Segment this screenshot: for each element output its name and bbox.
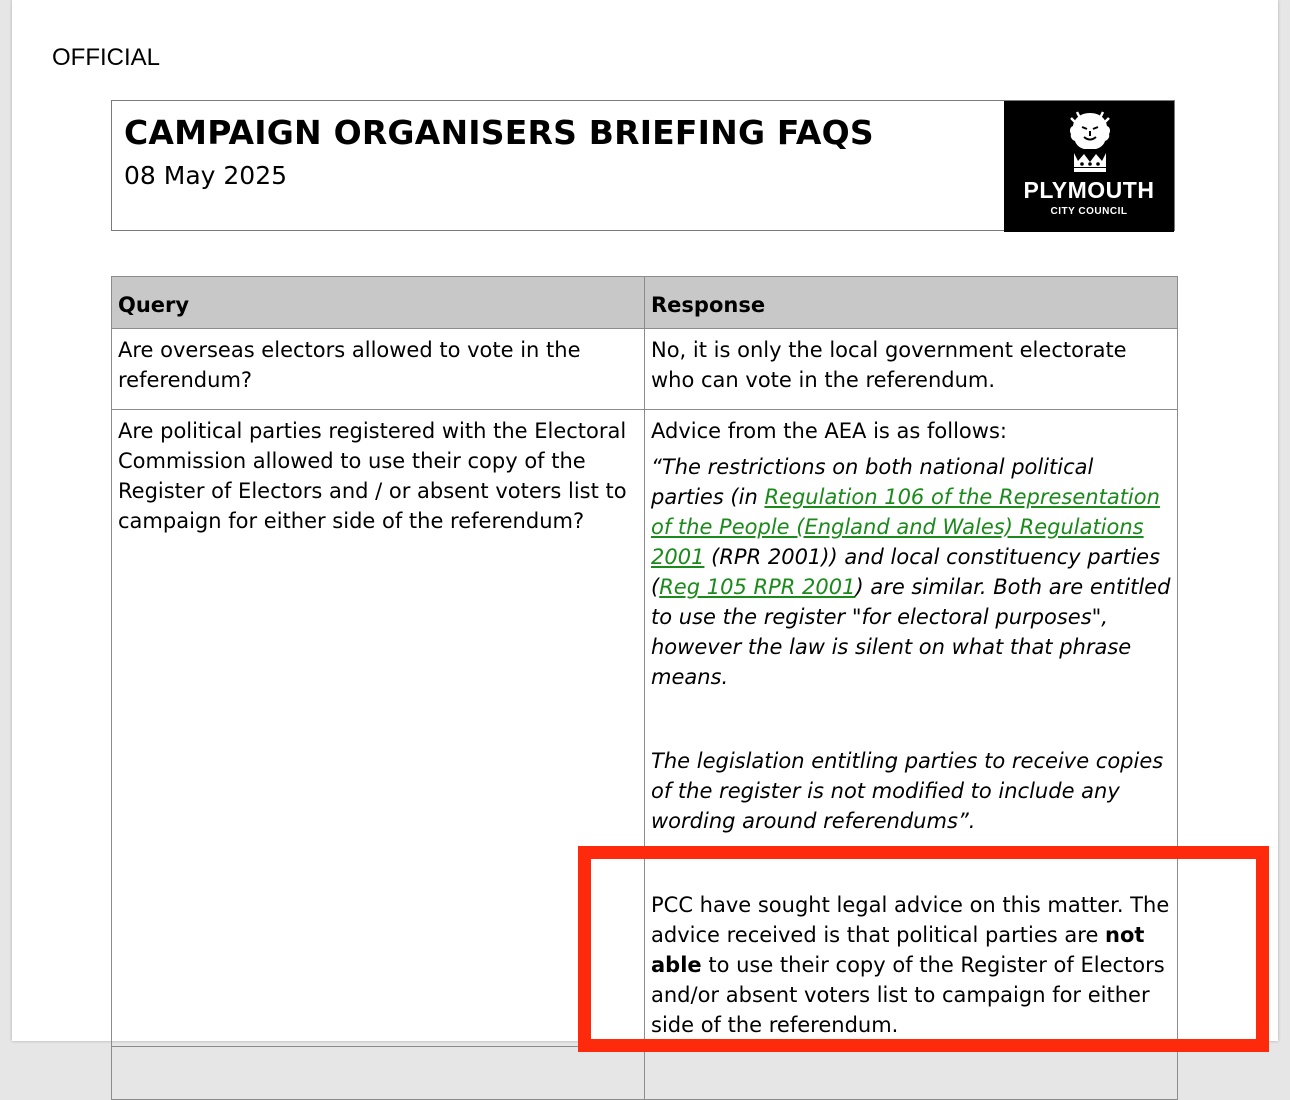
table-header-row <box>112 277 1178 329</box>
pcc-text: PCC have sought legal advice on this matter. The advice received is that political parties are <box>651 893 1170 947</box>
aea-quote-paragraph-2: The legislation entitling parties to receive copies of the register is not modified to include any wording around referendums”. <box>651 749 1164 833</box>
table-row <box>112 329 1178 410</box>
quote-text: “The restrictions on both national political parties (in <box>651 455 1094 509</box>
response-cell <box>645 1047 1178 1100</box>
document-date: 08 May 2025 <box>124 161 288 190</box>
pcc-emphasis: not able <box>651 923 1145 977</box>
page-title: CAMPAIGN ORGANISERS BRIEFING FAQS <box>124 113 874 152</box>
aea-intro: Advice from the AEA is as follows: <box>651 419 1007 443</box>
query-cell <box>112 1047 645 1100</box>
document-page <box>12 0 1278 1041</box>
quote-text: ) are similar. Both are entitled to use the register "for electoral purposes", however the law is silent on what that phrase means. <box>651 575 1171 689</box>
classification-label: OFFICIAL <box>52 44 161 71</box>
response-column-header: Response <box>645 277 1178 329</box>
faq-table <box>111 276 1178 1100</box>
response-cell <box>645 410 1178 1047</box>
query-column-header: Query <box>112 277 645 329</box>
plymouth-city-council-logo <box>1004 101 1174 232</box>
query-cell: Are overseas electors allowed to vote in the referendum? <box>112 329 645 410</box>
response-cell: No, it is only the local government electorate who can vote in the referendum. <box>645 329 1178 410</box>
table-row <box>112 1047 1178 1100</box>
logo-name: PLYMOUTH <box>1023 177 1155 203</box>
pcc-text: to use their copy of the Register of Electors and/or absent voters list to campaign for either side of the referendum. <box>651 953 1165 1037</box>
lion-crown-crest-icon <box>1062 109 1118 175</box>
query-cell: Are political parties registered with the Electoral Commission allowed to use their copy of the Register of Electors and / or absent voters list to campaign for either side of the referendum? <box>112 410 645 1047</box>
table-row <box>112 410 1178 1047</box>
reg-105-link[interactable]: Reg 105 RPR 2001 <box>659 575 856 599</box>
document-header <box>111 100 1175 231</box>
regulation-106-link[interactable]: Regulation 106 of the Representation of the People (England and Wales) Regulations 2001 <box>651 485 1160 569</box>
quote-text: (RPR 2001)) and local constituency parties ( <box>651 545 1161 599</box>
aea-quote-paragraph <box>651 452 1171 692</box>
logo-subtitle: CITY COUNCIL <box>1050 206 1128 217</box>
pcc-advice-paragraph <box>651 890 1171 1040</box>
